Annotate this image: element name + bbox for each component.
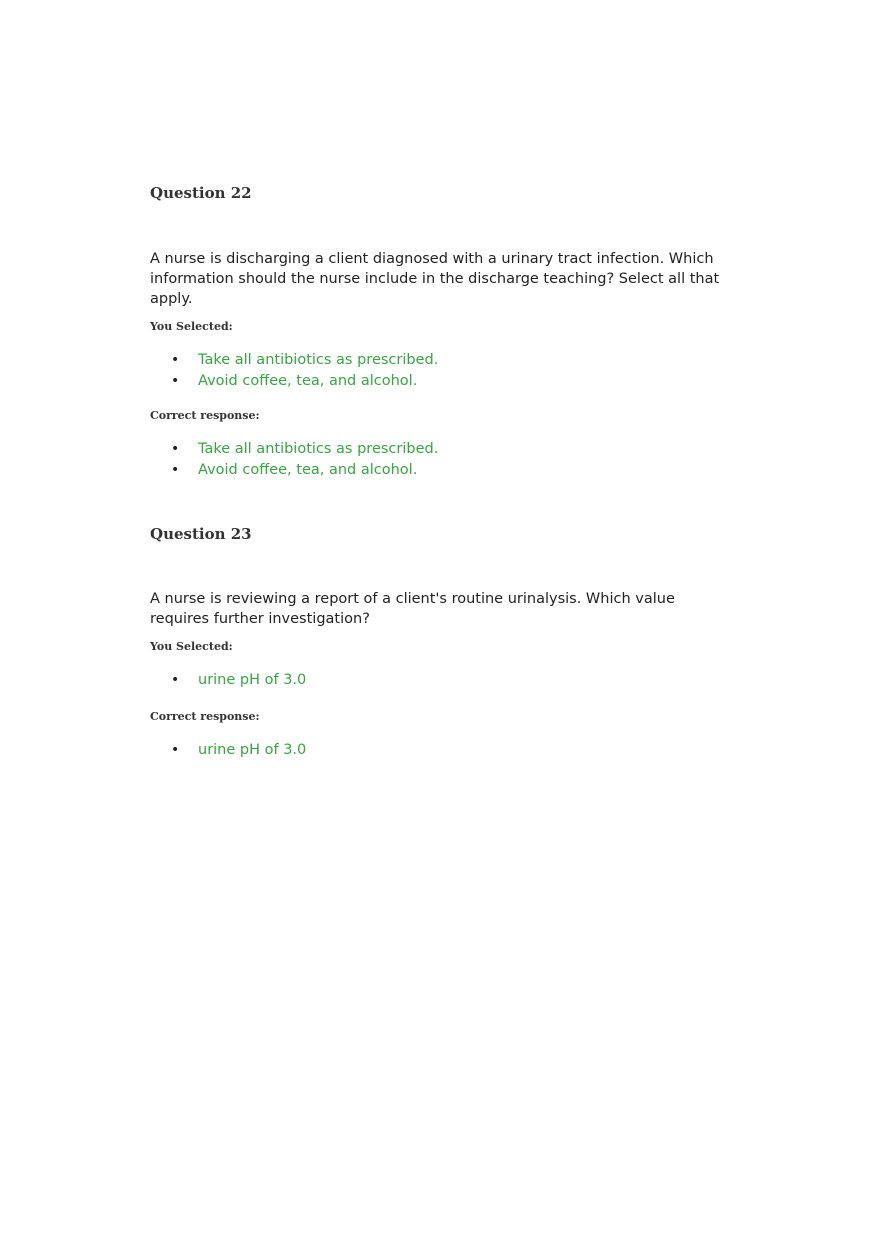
question-text: A nurse is reviewing a report of a client's routine urinalysis. Which value requires further investigation? (150, 591, 675, 627)
answer-text: Avoid coffee, tea, and alcohol. (198, 373, 418, 389)
list-item (150, 740, 710, 761)
question-title: Question 23 (150, 525, 252, 543)
answer-text: Avoid coffee, tea, and alcohol. (198, 462, 418, 478)
bullet-icon: • (171, 742, 180, 758)
question-title: Question 22 (150, 184, 252, 202)
list-item (150, 670, 710, 691)
question-22 (150, 183, 720, 478)
answer-text: Take all antibiotics as prescribed. (198, 441, 439, 457)
bullet-icon: • (171, 672, 180, 688)
correct-answers-list (150, 439, 710, 481)
list-item (150, 439, 710, 460)
correct-response-label: Correct response: (150, 710, 260, 723)
correct-response-label: Correct response: (150, 409, 260, 422)
question-text: A nurse is discharging a client diagnosed with a urinary tract infection. Which information should the nurse include in the discharge teaching? Select all that apply. (150, 251, 720, 307)
list-item (150, 371, 710, 392)
selected-answers-list (150, 350, 710, 392)
answer-text: Take all antibiotics as prescribed. (198, 352, 439, 368)
correct-answers-list (150, 740, 710, 761)
selected-answers-list (150, 670, 710, 691)
bullet-icon: • (171, 352, 180, 368)
bullet-icon: • (171, 373, 180, 389)
answer-text: urine pH of 3.0 (198, 742, 307, 758)
bullet-icon: • (171, 462, 180, 478)
you-selected-label: You Selected: (150, 640, 233, 653)
list-item (150, 350, 710, 371)
bullet-icon: • (171, 441, 180, 457)
list-item (150, 460, 710, 481)
you-selected-label: You Selected: (150, 320, 233, 333)
answer-text: urine pH of 3.0 (198, 672, 307, 688)
question-23 (150, 524, 720, 758)
